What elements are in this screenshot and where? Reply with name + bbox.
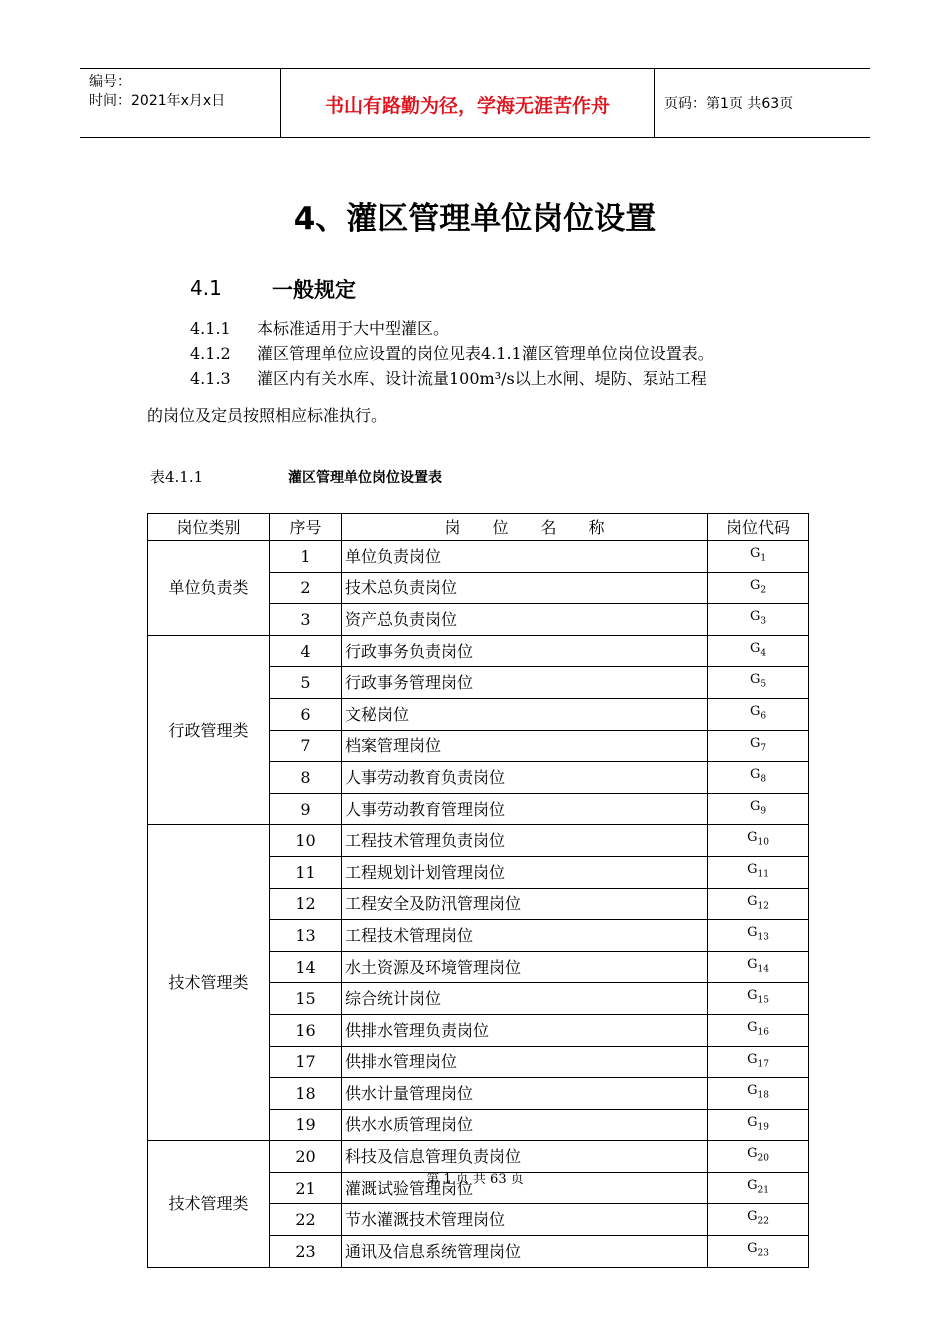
- code-prefix: G: [747, 988, 758, 1004]
- paragraph-number: 4.1.1: [190, 319, 231, 338]
- code-prefix: G: [747, 1083, 758, 1099]
- header-code: 岗位代码: [708, 514, 809, 541]
- seq-cell: 9: [270, 793, 342, 825]
- position-name-cell: 供水水质管理岗位: [342, 1109, 708, 1141]
- code-prefix: G: [749, 640, 761, 656]
- category-cell: 技术管理类: [148, 825, 270, 1141]
- code-prefix: G: [747, 1019, 758, 1035]
- positions-table-body: [148, 514, 809, 1268]
- code-prefix: G: [749, 609, 761, 625]
- header-left-cell: [80, 69, 281, 137]
- position-name-cell: 文秘岗位: [342, 698, 708, 730]
- code-prefix: G: [749, 767, 761, 783]
- paragraph-number: 4.1.2: [190, 344, 231, 363]
- seq-cell: 17: [270, 1046, 342, 1078]
- position-name-cell: 灌溉试验管理岗位: [342, 1172, 708, 1204]
- position-name-cell: 人事劳动教育负责岗位: [342, 762, 708, 794]
- positions-table: [147, 513, 809, 1268]
- code-subscript: 18: [757, 1090, 769, 1101]
- code-prefix: G: [747, 925, 758, 941]
- position-code-cell: [708, 730, 809, 762]
- code-subscript: 6: [760, 711, 767, 722]
- code-prefix: G: [747, 1114, 758, 1130]
- position-name-cell: 工程技术管理岗位: [342, 920, 708, 952]
- seq-cell: 13: [270, 920, 342, 952]
- code-prefix: G: [747, 1177, 758, 1193]
- seq-cell: 20: [270, 1141, 342, 1173]
- seq-cell: 23: [270, 1236, 342, 1268]
- position-name-cell: 档案管理岗位: [342, 730, 708, 762]
- page-info: 页码：第1页 共63页: [664, 96, 794, 112]
- seq-cell: 15: [270, 983, 342, 1015]
- table-header-row: [148, 514, 809, 541]
- number-label: 编号：: [89, 74, 131, 90]
- category-cell: 行政管理类: [148, 635, 270, 825]
- paragraph: [190, 366, 707, 389]
- code-subscript: 22: [757, 1217, 769, 1228]
- seq-cell: 21: [270, 1172, 342, 1204]
- seq-cell: 11: [270, 856, 342, 888]
- code-prefix: G: [749, 798, 761, 814]
- code-prefix: G: [747, 1241, 758, 1257]
- position-name-cell: 科技及信息管理负责岗位: [342, 1141, 708, 1173]
- code-subscript: 2: [760, 585, 767, 596]
- position-code-cell: [708, 888, 809, 920]
- code-subscript: 16: [757, 1027, 769, 1038]
- position-code-cell: [708, 541, 809, 573]
- header-position-name: 岗 位 名 称: [342, 514, 708, 541]
- seq-cell: 12: [270, 888, 342, 920]
- position-name-cell: 节水灌溉技术管理岗位: [342, 1204, 708, 1236]
- code-subscript: 14: [757, 964, 769, 975]
- code-subscript: 9: [760, 806, 767, 817]
- code-prefix: G: [749, 546, 761, 561]
- paragraph: [190, 316, 449, 339]
- paragraph-continuation: 的岗位及定员按照相应标准执行。: [147, 406, 388, 425]
- position-code-cell: [708, 856, 809, 888]
- table-caption-title: 灌区管理单位岗位设置表: [288, 470, 442, 486]
- seq-cell: 14: [270, 951, 342, 983]
- code-prefix: G: [749, 735, 761, 751]
- seq-cell: 18: [270, 1078, 342, 1110]
- position-name-cell: 供排水管理岗位: [342, 1046, 708, 1078]
- position-name-cell: 单位负责岗位: [342, 541, 708, 573]
- header-seq: 序号: [270, 514, 342, 541]
- header-category: 岗位类别: [148, 514, 270, 541]
- position-code-cell: [708, 1046, 809, 1078]
- paragraph-number: 4.1.3: [190, 369, 231, 388]
- position-code-cell: [708, 1109, 809, 1141]
- code-subscript: 4: [760, 648, 767, 659]
- code-prefix: G: [747, 1146, 758, 1162]
- code-subscript: 8: [760, 774, 767, 785]
- code-subscript: 11: [757, 869, 769, 880]
- position-code-cell: [708, 667, 809, 699]
- header-middle-cell: [281, 69, 655, 137]
- position-code-cell: [708, 1204, 809, 1236]
- position-code-cell: [708, 604, 809, 636]
- paragraph: [190, 341, 714, 364]
- seq-cell: 16: [270, 1014, 342, 1046]
- code-subscript: 10: [757, 837, 769, 848]
- code-subscript: 21: [757, 1185, 769, 1196]
- seq-cell: 10: [270, 825, 342, 857]
- position-name-cell: 通讯及信息系统管理岗位: [342, 1236, 708, 1268]
- code-subscript: 23: [757, 1248, 769, 1259]
- seq-cell: 1: [270, 541, 342, 573]
- code-subscript: 20: [757, 1153, 769, 1164]
- position-code-cell: [708, 983, 809, 1015]
- position-name-cell: 行政事务管理岗位: [342, 667, 708, 699]
- seq-cell: 2: [270, 572, 342, 604]
- position-name-cell: 水土资源及环境管理岗位: [342, 951, 708, 983]
- position-code-cell: [708, 698, 809, 730]
- table-row: [148, 541, 809, 573]
- position-name-cell: 人事劳动教育管理岗位: [342, 793, 708, 825]
- section-number: 4.1: [190, 276, 222, 300]
- code-prefix: G: [747, 830, 758, 846]
- table-row: [148, 825, 809, 857]
- position-code-cell: [708, 572, 809, 604]
- position-name-cell: 工程规划计划管理岗位: [342, 856, 708, 888]
- table-caption-number: 表4.1.1: [150, 468, 204, 486]
- code-prefix: G: [749, 703, 761, 719]
- paragraph-text: 灌区内有关水库、设计流量100m³/s以上水闸、堤防、泵站工程: [257, 369, 707, 388]
- seq-cell: 5: [270, 667, 342, 699]
- paragraph-text: 灌区管理单位应设置的岗位见表4.1.1灌区管理单位岗位设置表。: [257, 344, 714, 363]
- page-header: [80, 68, 870, 138]
- position-code-cell: [708, 825, 809, 857]
- position-name-cell: 技术总负责岗位: [342, 572, 708, 604]
- code-subscript: 15: [757, 995, 769, 1006]
- code-subscript: 1: [760, 553, 767, 564]
- code-prefix: G: [749, 672, 761, 688]
- position-name-cell: 综合统计岗位: [342, 983, 708, 1015]
- position-code-cell: [708, 951, 809, 983]
- seq-cell: 4: [270, 635, 342, 667]
- motto: 书山有路勤为径，学海无涯苦作舟: [324, 95, 610, 117]
- position-code-cell: [708, 635, 809, 667]
- seq-cell: 22: [270, 1204, 342, 1236]
- code-subscript: 17: [757, 1059, 769, 1070]
- document-title: 4、灌区管理单位岗位设置: [293, 201, 657, 237]
- position-code-cell: [708, 1078, 809, 1110]
- seq-cell: 6: [270, 698, 342, 730]
- position-code-cell: [708, 762, 809, 794]
- position-code-cell: [708, 920, 809, 952]
- position-name-cell: 供水计量管理岗位: [342, 1078, 708, 1110]
- seq-cell: 7: [270, 730, 342, 762]
- position-code-cell: [708, 1014, 809, 1046]
- code-subscript: 3: [760, 616, 767, 627]
- code-subscript: 7: [760, 743, 767, 754]
- time-label: 时间：2021年x月x日: [89, 93, 226, 109]
- code-prefix: G: [749, 577, 761, 593]
- seq-cell: 8: [270, 762, 342, 794]
- position-name-cell: 工程技术管理负责岗位: [342, 825, 708, 857]
- code-prefix: G: [747, 893, 758, 909]
- code-prefix: G: [747, 861, 758, 877]
- code-prefix: G: [747, 1209, 758, 1225]
- position-name-cell: 供排水管理负责岗位: [342, 1014, 708, 1046]
- code-subscript: 13: [757, 932, 769, 943]
- table-row: [148, 635, 809, 667]
- paragraph-text: 本标准适用于大中型灌区。: [257, 319, 450, 338]
- code-subscript: 5: [760, 679, 767, 690]
- code-prefix: G: [747, 1051, 758, 1067]
- position-name-cell: 资产总负责岗位: [342, 604, 708, 636]
- code-subscript: 12: [757, 901, 769, 912]
- page-footer: 第 1 页 共 63 页: [426, 1172, 524, 1187]
- seq-cell: 19: [270, 1109, 342, 1141]
- category-cell: 技术管理类: [148, 1141, 270, 1267]
- position-name-cell: 工程安全及防汛管理岗位: [342, 888, 708, 920]
- position-code-cell: [708, 1236, 809, 1268]
- category-cell: 单位负责类: [148, 541, 270, 636]
- position-name-cell: 行政事务负责岗位: [342, 635, 708, 667]
- section-title: 一般规定: [272, 278, 356, 302]
- header-right-cell: [655, 69, 870, 137]
- position-code-cell: [708, 793, 809, 825]
- seq-cell: 3: [270, 604, 342, 636]
- code-prefix: G: [747, 956, 758, 972]
- code-subscript: 19: [757, 1122, 769, 1133]
